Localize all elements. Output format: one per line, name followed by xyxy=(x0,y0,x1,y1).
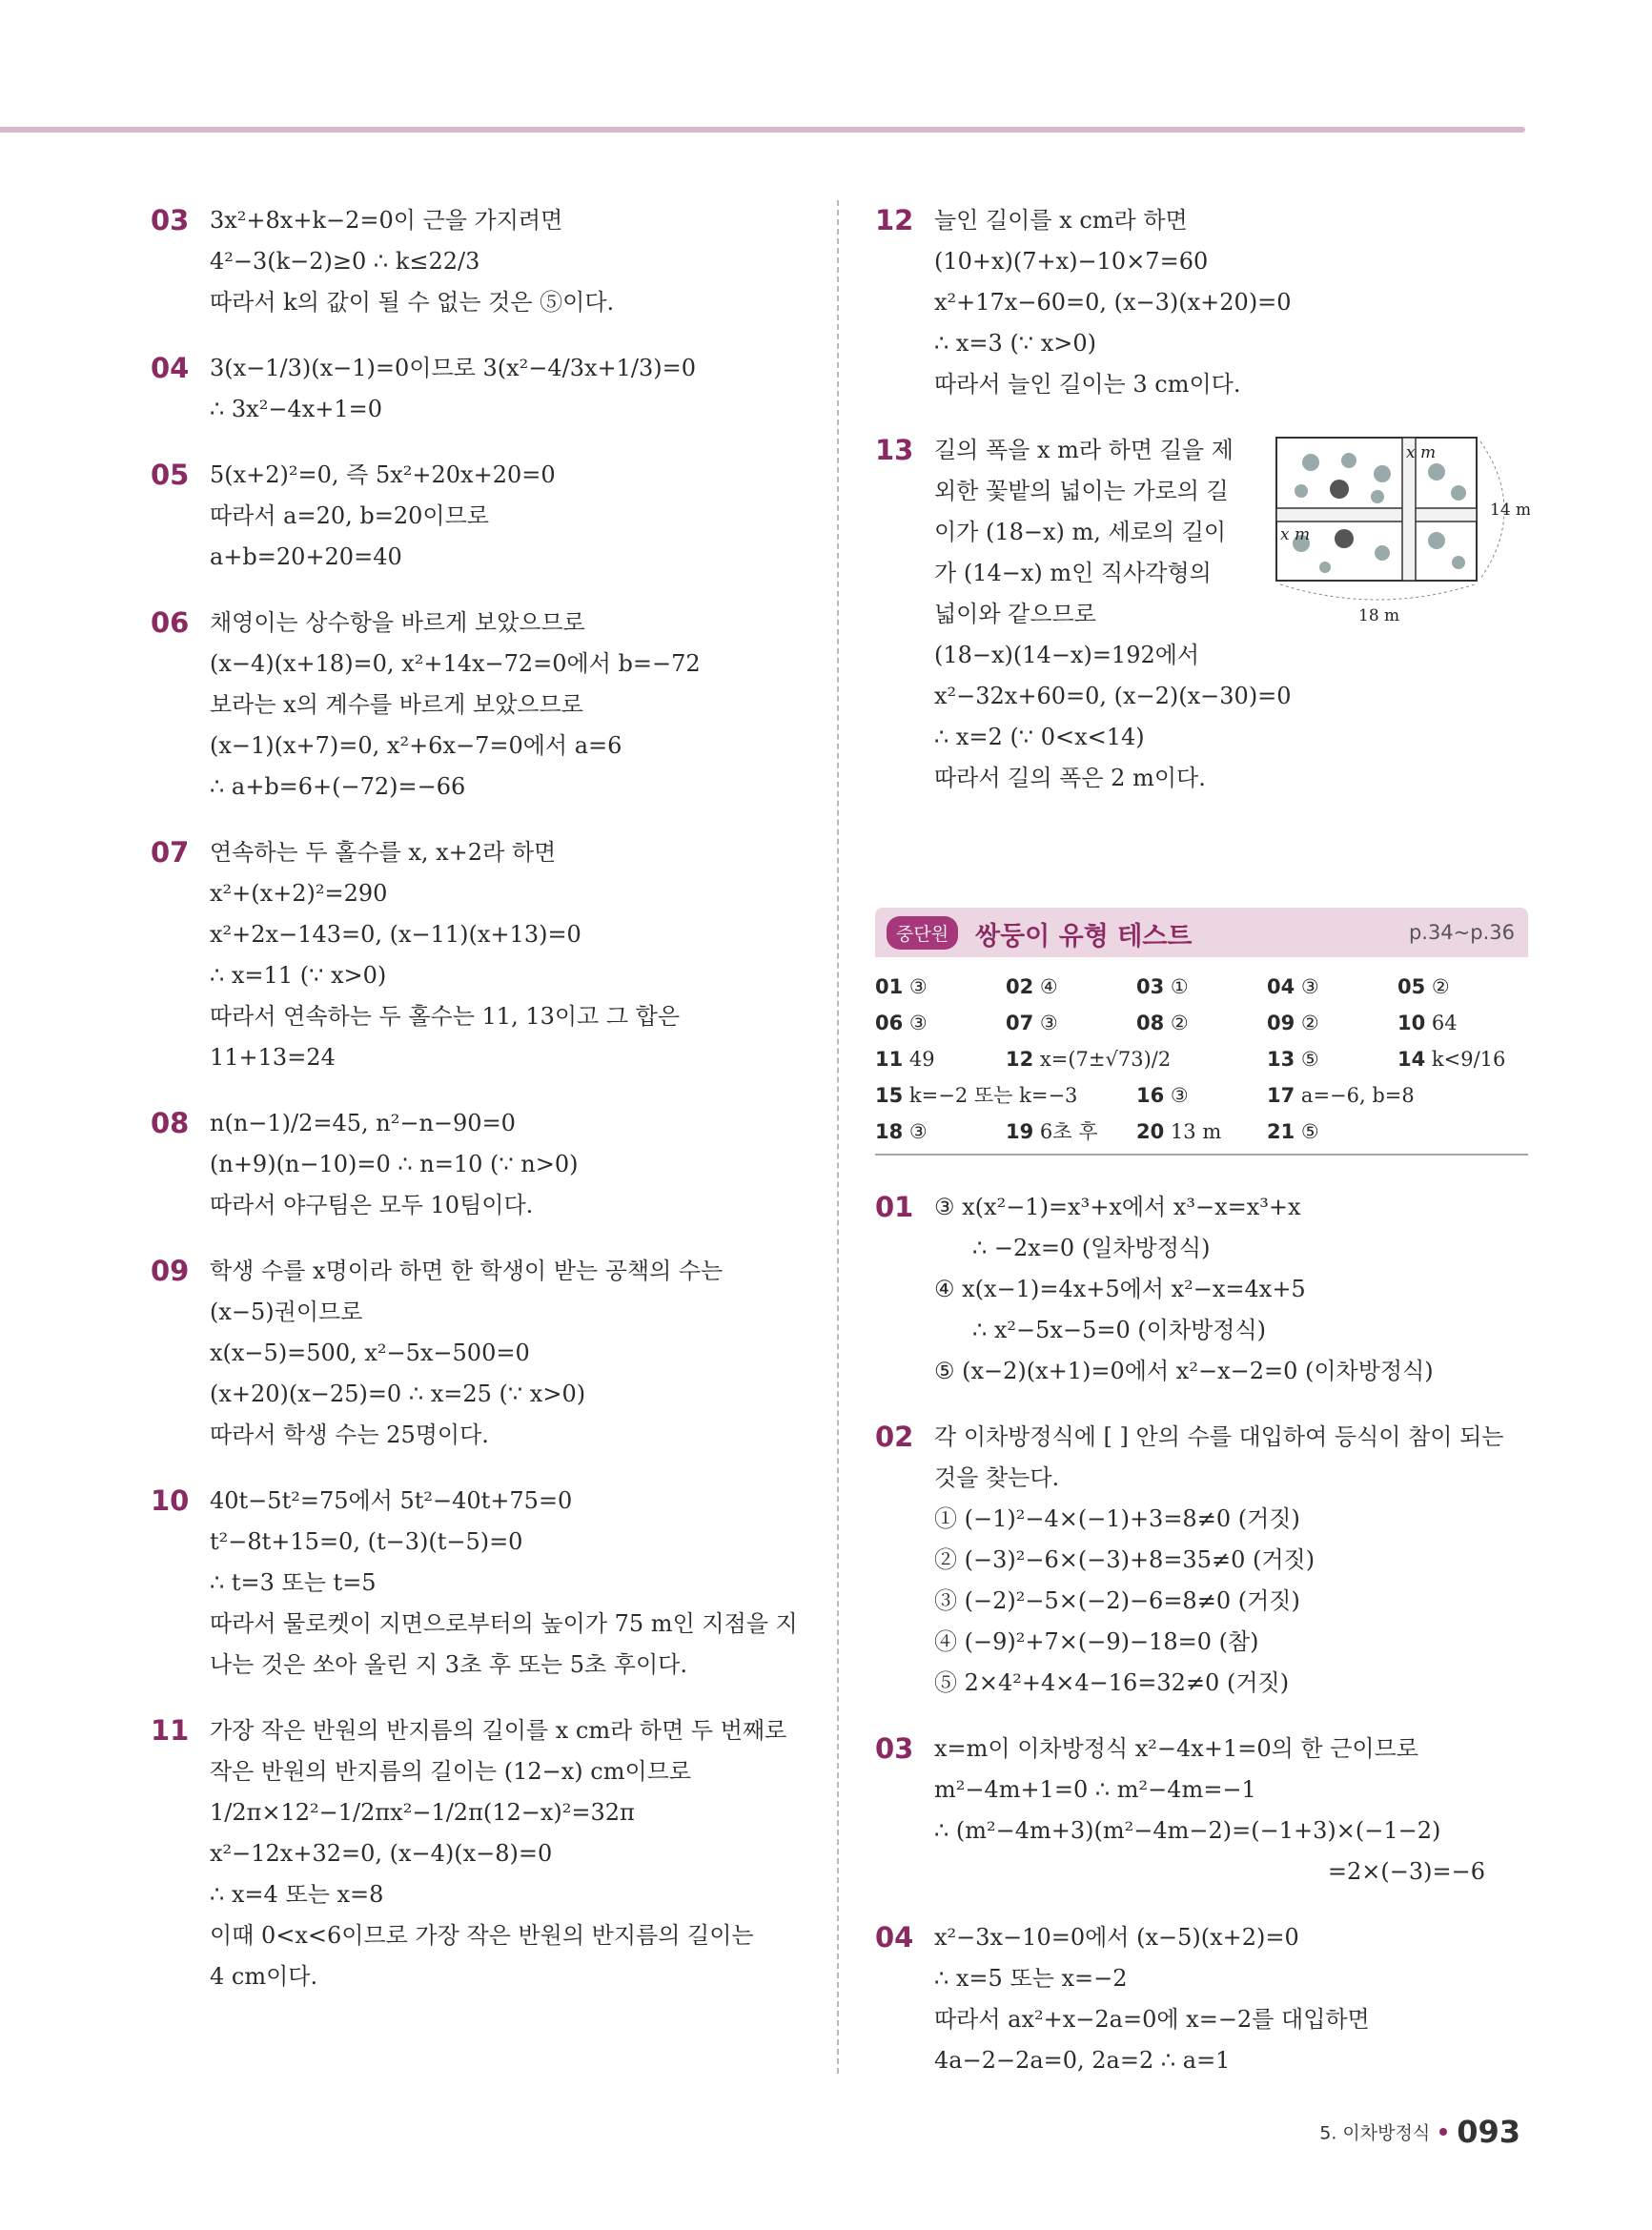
test-header xyxy=(875,908,1528,957)
test-problem-03 xyxy=(875,1729,1533,1892)
solution-line: 넓이와 같으므로 xyxy=(934,601,1096,627)
label-xm-left: x m xyxy=(1280,525,1311,544)
top-rule xyxy=(0,127,1525,133)
solution-line: 5(x+2)²=0, 즉 5x²+20x+20=0 xyxy=(210,461,556,488)
answer-row xyxy=(875,1077,1528,1114)
solution-line: 따라서 물로켓이 지면으로부터의 높이가 75 m인 지점을 지 xyxy=(210,1610,798,1637)
answer-item: 14 k<9/16 xyxy=(1397,1048,1506,1071)
solution-line: (n+9)(n−10)=0 ∴ n=10 (∵ n>0) xyxy=(210,1151,579,1177)
label-xm-top: x m xyxy=(1406,443,1437,462)
solution-line: 3(x−1/3)(x−1)=0이므로 3(x²−4/3x+1/3)=0 xyxy=(210,355,697,381)
page-number: 093 xyxy=(1457,2114,1520,2150)
solution-line: (10+x)(7+x)−10×7=60 xyxy=(934,248,1209,275)
problem-number: 11 xyxy=(151,1714,190,1747)
solution-line: 따라서 연속하는 두 홀수는 11, 13이고 그 합은 xyxy=(210,1003,681,1030)
problem-11 xyxy=(151,1710,808,1997)
solution-line: ④ (−9)²+7×(−9)−18=0 (참) xyxy=(934,1628,1259,1655)
solution-line: 따라서 늘인 길이는 3 cm이다. xyxy=(934,371,1241,398)
solution-line: ∴ −2x=0 (일차방정식) xyxy=(972,1235,1211,1261)
solution-line: ② (−3)²−6×(−3)+8=35≠0 (거짓) xyxy=(934,1546,1315,1573)
solution-line: ∴ (m²−4m+3)(m²−4m−2)=(−1+3)×(−1−2) xyxy=(934,1817,1441,1844)
page-footer xyxy=(1319,2114,1520,2150)
answer-item: 15 k=−2 또는 k=−3 xyxy=(875,1084,1078,1107)
solution-line: 학생 수를 x명이라 하면 한 학생이 받는 공책의 수는 xyxy=(210,1258,724,1284)
problem-number: 12 xyxy=(875,204,914,236)
solution-line: 보라는 x의 계수를 바르게 보았으므로 xyxy=(210,691,583,718)
solution-line: (x−5)권이므로 xyxy=(210,1299,363,1325)
solution-line: =2×(−3)=−6 xyxy=(1327,1858,1485,1885)
test-title: 쌍둥이 유형 테스트 xyxy=(975,922,1193,951)
answer-item: 20 13 m xyxy=(1136,1120,1222,1143)
section-badge: 중단원 xyxy=(887,916,958,950)
solution-line: 나는 것은 쏘아 올린 지 3초 후 또는 5초 후이다. xyxy=(210,1651,687,1678)
answer-item: 01 ③ xyxy=(875,975,928,998)
problem-12 xyxy=(875,200,1528,405)
answer-item: 09 ② xyxy=(1267,1012,1319,1034)
answer-row xyxy=(875,1005,1528,1041)
solution-line: t²−8t+15=0, (t−3)(t−5)=0 xyxy=(210,1528,523,1555)
problem-10 xyxy=(151,1481,808,1686)
answer-item: 05 ② xyxy=(1397,975,1450,998)
problem-08 xyxy=(151,1103,808,1226)
test-problem-01 xyxy=(875,1187,1533,1392)
problem-number: 06 xyxy=(151,606,190,639)
flower-bed-diagram xyxy=(1273,434,1530,629)
problem-05 xyxy=(151,455,808,578)
problem-number: 01 xyxy=(875,1191,914,1223)
test-pages: p.34~p.36 xyxy=(1408,921,1515,944)
answer-item: 02 ④ xyxy=(1006,975,1058,998)
solution-line: 이가 (18−x) m, 세로의 길이 xyxy=(934,519,1227,545)
answer-row xyxy=(875,1114,1528,1150)
flower-bed-figure xyxy=(1273,434,1530,629)
solution-line: x²+2x−143=0, (x−11)(x+13)=0 xyxy=(210,921,581,948)
solution-line: ∴ x=2 (∵ 0<x<14) xyxy=(934,724,1145,750)
solution-line: 가장 작은 반원의 반지름의 길이를 x cm라 하면 두 번째로 xyxy=(210,1717,787,1744)
twin-type-test xyxy=(875,908,1528,1156)
solution-line: x²+17x−60=0, (x−3)(x+20)=0 xyxy=(934,289,1292,316)
solution-line: 채영이는 상수항을 바르게 보았으므로 xyxy=(210,609,585,636)
solution-line: 4²−3(k−2)≥0 ∴ k≤22/3 xyxy=(210,248,480,275)
solution-line: a+b=20+20=40 xyxy=(210,543,402,570)
label-14m: 14 m xyxy=(1490,501,1530,520)
solution-line: ∴ t=3 또는 t=5 xyxy=(210,1569,377,1596)
problem-number: 03 xyxy=(151,204,190,236)
solution-line: 11+13=24 xyxy=(210,1044,336,1071)
problem-number: 02 xyxy=(875,1421,914,1453)
problem-06 xyxy=(151,603,808,808)
answer-item: 07 ③ xyxy=(1006,1012,1058,1034)
solution-line: 따라서 길의 폭은 2 m이다. xyxy=(934,765,1206,791)
left-column xyxy=(151,200,808,2022)
answer-item: 11 49 xyxy=(875,1048,935,1071)
solution-line: 작은 반원의 반지름의 길이는 (12−x) cm이므로 xyxy=(210,1758,692,1785)
problem-04 xyxy=(151,348,808,430)
problem-07 xyxy=(151,832,808,1078)
solution-line: ∴ x=3 (∵ x>0) xyxy=(934,330,1096,357)
solution-line: 따라서 k의 값이 될 수 없는 것은 ⑤이다. xyxy=(210,289,615,316)
solution-line: ⑤ (x−2)(x+1)=0에서 x²−x−2=0 (이차방정식) xyxy=(934,1358,1434,1384)
solution-line: 이때 0<x<6이므로 가장 작은 반원의 반지름의 길이는 xyxy=(210,1922,754,1949)
solution-line: (x−4)(x+18)=0, x²+14x−72=0에서 b=−72 xyxy=(210,650,701,677)
answer-row xyxy=(875,969,1528,1005)
answer-item: 18 ③ xyxy=(875,1120,928,1143)
bullet-icon xyxy=(1439,2128,1447,2136)
solution-line: m²−4m+1=0 ∴ m²−4m=−1 xyxy=(934,1776,1256,1803)
solution-line: (x+20)(x−25)=0 ∴ x=25 (∵ x>0) xyxy=(210,1381,586,1407)
problem-09 xyxy=(151,1251,808,1456)
section-label: 5. 이차방정식 xyxy=(1319,2122,1431,2144)
problem-number: 05 xyxy=(151,459,190,491)
solution-line: 40t−5t²=75에서 5t²−40t+75=0 xyxy=(210,1487,573,1514)
answer-item: 08 ② xyxy=(1136,1012,1189,1034)
solution-line: 연속하는 두 홀수를 x, x+2라 하면 xyxy=(210,839,557,866)
solution-line: (x−1)(x+7)=0, x²+6x−7=0에서 a=6 xyxy=(210,732,622,759)
solution-line: ④ x(x−1)=4x+5에서 x²−x=4x+5 xyxy=(934,1276,1306,1302)
solution-line: 4a−2−2a=0, 2a=2 ∴ a=1 xyxy=(934,2047,1231,2074)
solution-line: (18−x)(14−x)=192에서 xyxy=(934,642,1200,668)
answer-item: 03 ① xyxy=(1136,975,1189,998)
solution-line: 따라서 야구팀은 모두 10팀이다. xyxy=(210,1192,534,1218)
answer-row xyxy=(875,1041,1528,1077)
answer-item: 16 ③ xyxy=(1136,1084,1189,1107)
solution-line: 따라서 ax²+x−2a=0에 x=−2를 대입하면 xyxy=(934,2006,1370,2033)
solution-line: x²−32x+60=0, (x−2)(x−30)=0 xyxy=(934,683,1292,709)
column-divider xyxy=(837,200,839,2074)
solution-line: 3x²+8x+k−2=0이 근을 가지려면 xyxy=(210,207,563,234)
solution-line: ∴ x=11 (∵ x>0) xyxy=(210,962,387,989)
right-column-bottom xyxy=(875,1187,1533,2106)
problem-number: 13 xyxy=(875,434,914,466)
problem-number: 07 xyxy=(151,836,190,869)
solution-line: x²−3x−10=0에서 (x−5)(x+2)=0 xyxy=(934,1924,1299,1951)
answer-item: 13 ⑤ xyxy=(1267,1048,1319,1071)
solution-line: 길의 폭을 x m라 하면 길을 제 xyxy=(934,437,1234,463)
solution-line: 외한 꽃밭의 넓이는 가로의 길 xyxy=(934,478,1229,504)
problem-number: 04 xyxy=(151,352,190,384)
answer-item: 17 a=−6, b=8 xyxy=(1267,1084,1415,1107)
solution-line: x²+(x+2)²=290 xyxy=(210,880,388,907)
solution-line: 늘인 길이를 x cm라 하면 xyxy=(934,207,1188,234)
answer-item: 12 x=(7±√73)/2 xyxy=(1006,1048,1172,1071)
solution-line: ∴ x²−5x−5=0 (이차방정식) xyxy=(972,1317,1267,1343)
solution-line: ∴ x=4 또는 x=8 xyxy=(210,1881,384,1908)
problem-number: 08 xyxy=(151,1107,190,1139)
solution-line: 4 cm이다. xyxy=(210,1963,318,1990)
answer-grid xyxy=(875,957,1528,1156)
solution-line: ∴ a+b=6+(−72)=−66 xyxy=(210,773,466,800)
problem-number: 04 xyxy=(875,1921,914,1954)
solution-line: x²−12x+32=0, (x−4)(x−8)=0 xyxy=(210,1840,553,1867)
solution-line: ③ (−2)²−5×(−2)−6=8≠0 (거짓) xyxy=(934,1587,1300,1614)
problem-number: 09 xyxy=(151,1255,190,1287)
answer-item: 19 6초 후 xyxy=(1006,1120,1098,1143)
problem-03 xyxy=(151,200,808,323)
answer-item: 21 ⑤ xyxy=(1267,1120,1319,1143)
label-18m: 18 m xyxy=(1358,606,1400,625)
solution-line: 것을 찾는다. xyxy=(934,1464,1060,1491)
solution-line: n(n−1)/2=45, n²−n−90=0 xyxy=(210,1110,516,1136)
problem-number: 10 xyxy=(151,1484,190,1517)
solution-line: 1/2π×12²−1/2πx²−1/2π(12−x)²=32π xyxy=(210,1799,635,1826)
horizontal-path xyxy=(1276,508,1477,522)
solution-line: x=m이 이차방정식 x²−4x+1=0의 한 근이므로 xyxy=(934,1735,1418,1762)
problem-number: 03 xyxy=(875,1732,914,1765)
solution-line: ∴ 3x²−4x+1=0 xyxy=(210,396,382,422)
solution-line: x(x−5)=500, x²−5x−500=0 xyxy=(210,1340,530,1366)
solution-line: ⑤ 2×4²+4×4−16=32≠0 (거짓) xyxy=(934,1669,1290,1696)
test-problem-02 xyxy=(875,1417,1533,1704)
solution-line: 따라서 학생 수는 25명이다. xyxy=(210,1422,489,1448)
solution-line: 각 이차방정식에 [ ] 안의 수를 대입하여 등식이 참이 되는 xyxy=(934,1423,1504,1450)
solution-line: ∴ x=5 또는 x=−2 xyxy=(934,1965,1128,1992)
test-problem-04 xyxy=(875,1917,1533,2081)
solution-line: 따라서 a=20, b=20이므로 xyxy=(210,502,489,529)
solution-line: ③ x(x²−1)=x³+x에서 x³−x=x³+x xyxy=(934,1194,1301,1220)
solution-line: 가 (14−x) m인 직사각형의 xyxy=(934,560,1212,586)
answer-item: 06 ③ xyxy=(875,1012,928,1034)
answer-item: 04 ③ xyxy=(1267,975,1319,998)
solution-line: ① (−1)²−4×(−1)+3=8≠0 (거짓) xyxy=(934,1505,1300,1532)
answer-item: 10 64 xyxy=(1397,1012,1458,1034)
